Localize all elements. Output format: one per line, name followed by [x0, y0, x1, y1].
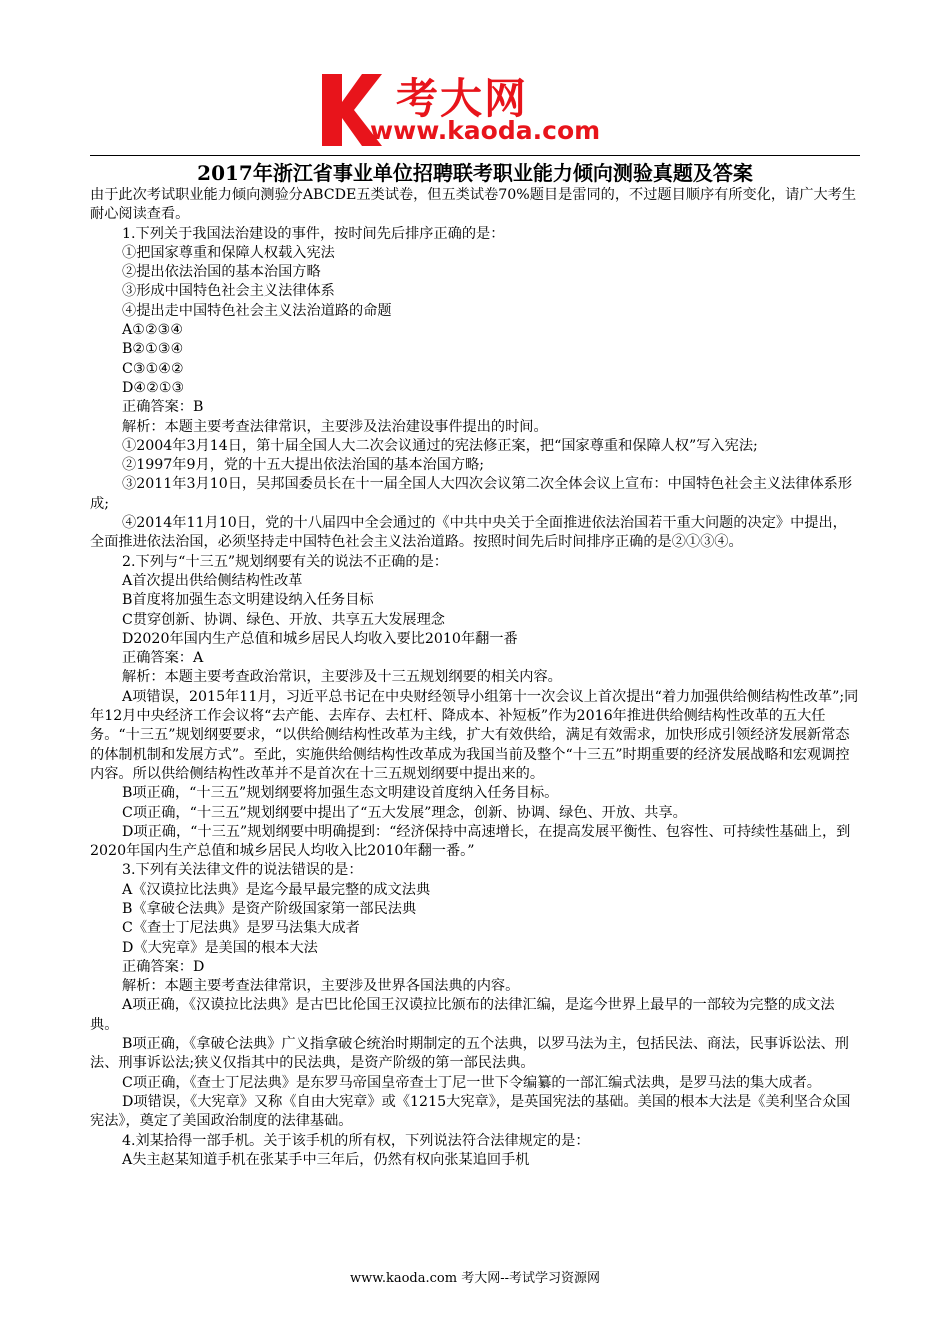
paragraph: ①把国家尊重和保障人权载入宪法	[122, 244, 335, 261]
paragraph: ④2014年11月10日，党的十八届四中全会通过的《中共中央关于全面推进依法治国若干重大问题的决定》中提出，全面推进依法治国，必须坚持走中国特色社会主义法治道路。按照时间先后时间排序正确的是②①③④。	[90, 515, 847, 551]
paragraph: 正确答案：B	[122, 399, 204, 416]
paragraph: 正确答案：D	[122, 958, 205, 975]
paragraph: B②①③④	[122, 341, 184, 358]
paragraph: 4.刘某拾得一部手机。关于该手机的所有权，下列说法符合法律规定的是：	[122, 1132, 590, 1149]
paragraph: A首次提出供给侧结构性改革	[122, 572, 303, 589]
paragraph: A失主赵某知道手机在张某手中三年后，仍然有权向张某追回手机	[122, 1151, 530, 1168]
paragraph: D《大宪章》是美国的根本大法	[122, 939, 318, 956]
paragraph: 2.下列与“十三五”规划纲要有关的说法不正确的是：	[122, 553, 448, 570]
paragraph: A项正确，《汉谟拉比法典》是古巴比伦国王汉谟拉比颁布的法律汇编，是迄今世界上最早的一部较为完整的成文法典。	[90, 997, 835, 1033]
paragraph: 由于此次考试职业能力倾向测验分ABCDE五类试卷，但五类试卷70%题目是雷同的，不过题目顺序有所变化，请广大考生耐心阅读查看。	[90, 187, 857, 223]
paragraph: 正确答案：A	[122, 650, 204, 667]
page-footer: www.kaoda.com 考大网--考试学习资源网	[350, 1271, 600, 1286]
paragraph: C③①④②	[122, 360, 184, 377]
document-body	[90, 186, 860, 1170]
paragraph: C项正确，“十三五”规划纲要中提出了“五大发展”理念，创新、协调、绿色、开放、共享。	[122, 804, 687, 821]
paragraph: 3.下列有关法律文件的说法错误的是：	[122, 862, 363, 879]
paragraph: D④②①③	[122, 379, 185, 396]
paragraph: A①②③④	[122, 322, 184, 339]
paragraph: ②1997年9月，党的十五大提出依法治国的基本治国方略;	[122, 457, 485, 474]
header-divider	[90, 155, 860, 156]
paragraph: B项正确，“十三五”规划纲要将加强生态文明建设首度纳入任务目标。	[122, 785, 559, 802]
paragraph: ④提出走中国特色社会主义法治道路的命题	[122, 302, 392, 319]
paragraph: ③2011年3月10日，吴邦国委员长在十一届全国人大四次会议第二次全体会议上宣布：中国特色社会主义法律体系形成;	[90, 476, 853, 512]
paragraph: C贯穿创新、协调、绿色、开放、共享五大发展理念	[122, 611, 445, 628]
paragraph: ③形成中国特色社会主义法律体系	[122, 283, 335, 300]
kaoda-logo	[318, 70, 638, 150]
logo-brand-text: 考大网	[396, 74, 529, 123]
paragraph: D项正确，“十三五”规划纲要中明确提到：“经济保持中高速增长，在提高发展平衡性、包容性、可持续性基础上，到2020年国内生产总值和城乡居民人均收入比2010年翻一番。”	[90, 823, 851, 860]
paragraph: ①2004年3月14日，第十届全国人大二次会议通过的宪法修正案，把“国家尊重和保障人权”写入宪法;	[122, 437, 758, 454]
paragraph: B首度将加强生态文明建设纳入任务目标	[122, 592, 374, 609]
paragraph: 解析：本题主要考查法律常识，主要涉及世界各国法典的内容。	[122, 978, 520, 995]
paragraph: 1.下列关于我国法治建设的事件，按时间先后排序正确的是：	[122, 225, 505, 242]
paragraph: ②提出依法治国的基本治国方略	[122, 264, 321, 281]
page-title: 2017年浙江省事业单位招聘联考职业能力倾向测验真题及答案	[197, 161, 753, 185]
paragraph: B项正确，《拿破仑法典》广义指拿破仑统治时期制定的五个法典，以罗马法为主，包括民法、商法，民事诉讼法、刑法、刑事诉讼法;狭义仅指其中的民法典，是资产阶级的第一部民法典。	[90, 1036, 849, 1072]
paragraph: D2020年国内生产总值和城乡居民人均收入要比2010年翻一番	[122, 630, 518, 647]
paragraph: B《拿破仑法典》是资产阶级国家第一部民法典	[122, 900, 417, 917]
paragraph: 解析：本题主要考查法律常识，主要涉及法治建设事件提出的时间。	[122, 418, 548, 435]
logo-url-text: www.kaoda.com	[370, 116, 601, 145]
paragraph: D项错误，《大宪章》又称《自由大宪章》或《1215大宪章》，是英国宪法的基础。美国的根本大法是《美利坚合众国宪法》，奠定了美国政治制度的法律基础。	[90, 1093, 851, 1130]
paragraph: A项错误，2015年11月，习近平总书记在中央财经领导小组第十一次会议上首次提出“着力加强供给侧结构性改革”;同年12月中央经济工作会议将“去产能、去库存、去杠杆、降成本、补短板”作为2016年推进供给侧结构性改革的五大任务。“十三五”规划纲要要求，“以供给侧结构性改革为主线，扩大有效供给，满足有效需求，加快形成引领经济发展新常态的体制机制和发展方式”。至此，实施供给侧结构性改革成为我国当前及整个“十三五”时期重要的经济发展战略和宏观调控内容。所以供给侧结构性改革并不是首次在十三五规划纲要中提出来的。	[90, 688, 859, 782]
paragraph: 解析：本题主要考查政治常识，主要涉及十三五规划纲要的相关内容。	[122, 669, 562, 686]
paragraph: C《查士丁尼法典》是罗马法集大成者	[122, 920, 360, 937]
paragraph: A《汉谟拉比法典》是迄今最早最完整的成文法典	[122, 881, 431, 898]
paragraph: C项正确，《查士丁尼法典》是东罗马帝国皇帝查士丁尼一世下令编纂的一部汇编式法典，是罗马法的集大成者。	[122, 1074, 821, 1091]
